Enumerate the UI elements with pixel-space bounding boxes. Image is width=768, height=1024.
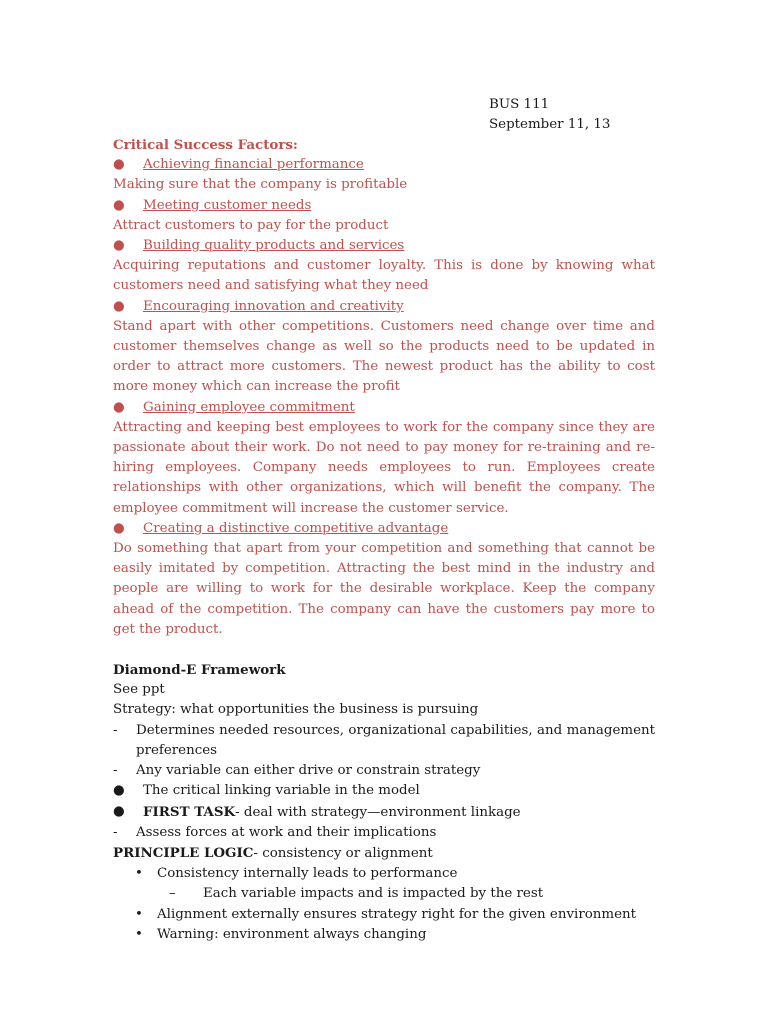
list-item: - Assess forces at work and their implications xyxy=(113,823,655,843)
list-item: • Alignment externally ensures strategy right for the given environment xyxy=(113,905,655,925)
dash-icon: - xyxy=(113,763,118,779)
csf-heading: Critical Success Factors: xyxy=(113,137,298,153)
bullet-icon: ● xyxy=(113,157,125,173)
csf-item-heading: Encouraging innovation and creativity xyxy=(143,298,404,314)
list-item: – Each variable impacts and is impacted by the rest xyxy=(113,884,655,904)
dash-icon: – xyxy=(169,886,176,902)
csf-item-body: Attract customers to pay for the product xyxy=(113,217,389,233)
csf-item-2 xyxy=(113,196,655,236)
csf-item-heading: Gaining employee commitment xyxy=(143,399,355,415)
dash-icon: - xyxy=(113,722,118,738)
diamond-heading: Diamond-E Framework xyxy=(113,662,286,679)
date: September 11, 13 xyxy=(489,117,611,132)
principle-logic-line: PRINCIPLE LOGIC- consistency or alignment xyxy=(113,844,433,861)
see-ppt: See ppt xyxy=(113,682,165,698)
strategy-line: Strategy: what opportunities the business is pursuing xyxy=(113,702,479,718)
bullet-icon: • xyxy=(135,866,143,882)
list-item: • Consistency internally leads to performance xyxy=(113,864,655,884)
csf-item-body: Acquiring reputations and customer loyalty. This is done by knowing what customers need and satisfying what they need xyxy=(113,258,655,294)
bullet-icon: ● xyxy=(113,783,125,799)
csf-item-heading: Building quality products and services xyxy=(143,238,405,254)
notes-content xyxy=(113,135,655,945)
csf-item-1 xyxy=(113,155,655,195)
csf-item-body: Stand apart with other competitions. Customers need change over time and customer themselves change as well so the products need to be updated in order to attract more customers. The newest product has the ability to cost more money which can increase the profit xyxy=(113,318,655,395)
course-code: BUS 111 xyxy=(489,97,550,112)
csf-item-body: Attracting and keeping best employees to work for the company since they are passionate about their work. Do not need to pay money for re-training and re-hiring employees. Company needs employees to run. Employees create relationships with other organizations, which will benefit the company. The employee commitment will increase the customer service. xyxy=(113,419,655,516)
csf-item-3 xyxy=(113,236,655,297)
bullet-icon: ● xyxy=(113,520,125,536)
list-item: ● FIRST TASK- deal with strategy—environment linkage xyxy=(113,802,655,823)
csf-item-6 xyxy=(113,519,655,640)
bullet-icon: • xyxy=(135,906,143,922)
csf-item-4 xyxy=(113,297,655,398)
csf-item-heading: Creating a distinctive competitive advantage xyxy=(143,520,449,536)
bullet-icon: • xyxy=(135,926,143,942)
csf-item-5 xyxy=(113,398,655,519)
csf-item-heading: Meeting customer needs xyxy=(143,197,312,213)
list-item: - Any variable can either drive or constrain strategy xyxy=(113,761,655,781)
bullet-icon: ● xyxy=(113,399,125,415)
csf-item-body: Do something that apart from your competition and something that cannot be easily imitated by competition. Attracting the best mind in the industry and people are willing to work for the desirable workplace. Keep the company ahead of the competition. The company can have the customers pay more to get the product. xyxy=(113,541,655,637)
bullet-icon: ● xyxy=(113,803,125,819)
bullet-icon: ● xyxy=(113,197,125,213)
bullet-icon: ● xyxy=(113,238,125,254)
list-item: • Warning: environment always changing xyxy=(113,925,655,945)
bullet-icon: ● xyxy=(113,298,125,314)
header-block xyxy=(489,95,610,135)
csf-item-body: Making sure that the company is profitable xyxy=(113,177,408,193)
csf-item-heading: Achieving financial performance xyxy=(143,157,364,173)
dash-icon: - xyxy=(113,824,118,840)
list-item: ● The critical linking variable in the model xyxy=(113,781,655,801)
list-item: - Determines needed resources, organizational capabilities, and management preferences xyxy=(113,721,655,761)
